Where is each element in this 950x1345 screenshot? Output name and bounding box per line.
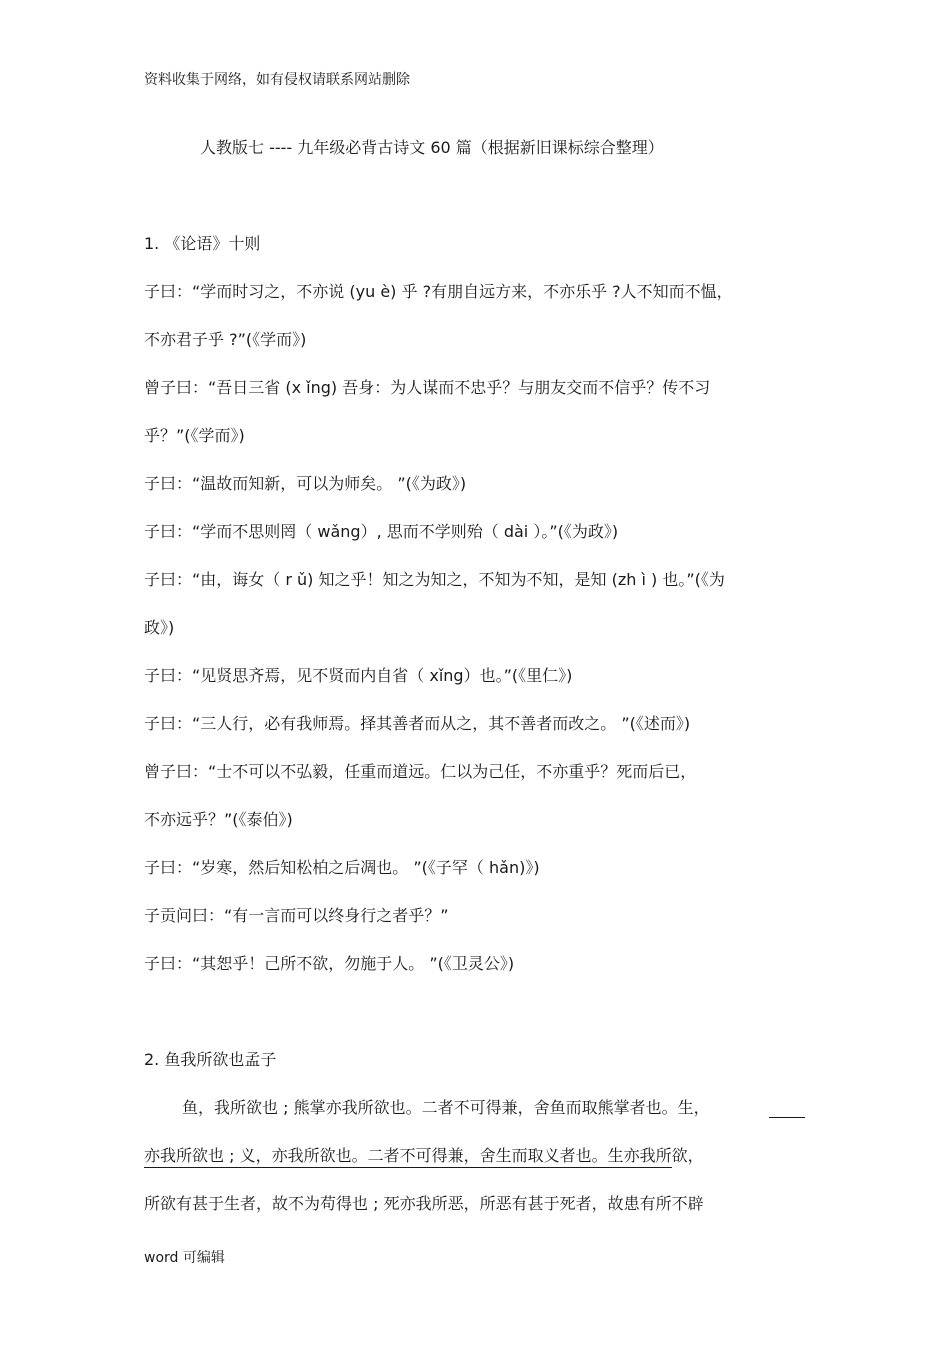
text-line: 所欲有甚于生者，故不为苟得也 ; 死亦我所恶，所恶有甚于死者，故患有所不辟 [144, 1194, 704, 1213]
section-title-analects: 1. 《论语》十则 [144, 234, 261, 253]
text-line: 子曰：“见贤思齐焉，见不贤而内自省（ xǐng）也。”(《里仁》) [144, 666, 573, 685]
text-line: 子贡问曰：“有一言而可以终身行之者乎？” [144, 906, 449, 925]
text-line: 子曰：“温故而知新，可以为师矣。 ”(《为政》) [144, 474, 467, 493]
text-line: 政》) [144, 618, 175, 637]
text-line: 乎？”(《学而》) [144, 426, 245, 445]
text-line: 鱼，我所欲也 ; 熊掌亦我所欲也。二者不可得兼，舍鱼而取熊掌者也。生， [182, 1098, 710, 1117]
text-line: 子曰：“由，诲女（ r ǔ) 知之乎！知之为知之，不知为不知，是知 (zh ì ) 也。”(《为 [144, 570, 725, 589]
section-title-fish-i-desire: 2. 鱼我所欲也孟子 [144, 1050, 277, 1069]
text-line: 子曰：“三人行，必有我师焉。择其善者而从之，其不善者而改之。 ”(《述而》) [144, 714, 691, 733]
text-line: 子曰：“岁寒，然后知松柏之后凋也。 ”(《子罕（ hǎn)》) [144, 858, 540, 877]
text-line: 曾子曰：“吾日三省 (x ǐng) 吾身：为人谋而不忠乎？与朋友交而不信乎？传不习 [144, 378, 711, 397]
text-line: 不亦君子乎 ?”(《学而》) [144, 330, 307, 349]
text-line: 子曰：“其恕乎！己所不欲，勿施于人。 ”(《卫灵公》) [144, 954, 515, 973]
text-line: 亦我所欲也 ; 义，亦我所欲也。二者不可得兼，舍生而取义者也。生亦我所欲， [144, 1146, 704, 1165]
underline-mark [144, 1167, 672, 1168]
text-line: 子曰：“学而不思则罔（ wǎng）, 思而不学则殆（ dài ）。”(《为政》) [144, 522, 619, 541]
header-note: 资料收集于网络，如有侵权请联系网站删除 [144, 72, 410, 88]
underline-mark [769, 1117, 805, 1118]
text-line: 子曰：“学而时习之，不亦说 (yu è) 乎 ?有朋自远方来，不亦乐乎 ?人不知而不愠， [144, 282, 733, 301]
document-title: 人教版七 ---- 九年级必背古诗文 60 篇（根据新旧课标综合整理） [200, 138, 664, 157]
text-line: 不亦远乎？”(《泰伯》) [144, 810, 293, 829]
text-line: 曾子曰：“士不可以不弘毅，任重而道远。仁以为己任，不亦重乎？死而后已， [144, 762, 697, 781]
footer-note: word 可编辑 [144, 1250, 225, 1266]
